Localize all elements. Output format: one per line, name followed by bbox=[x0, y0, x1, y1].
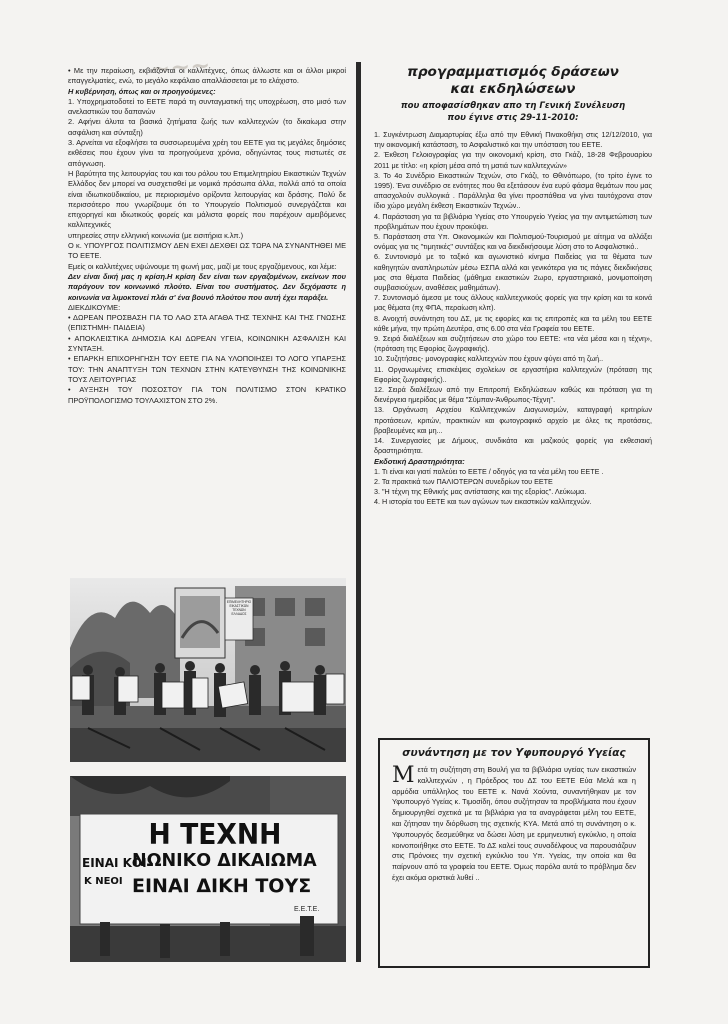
meeting-box-title: συνάντηση με τον Υφυπουργό Υγείας bbox=[402, 747, 626, 759]
publishing-item: 3. "Η τέχνη της Εθνικής μας αντίστασης και της εξορίας". Λεύκωμα. bbox=[374, 487, 587, 497]
program-item: 5. Παράσταση στα Υπ. Οικονομικών και Πολιτισμού-Τουρισμού με αίτημα να αλλάξει ονόμας για τις "τιμητικές" συντάξεις και να διεκδικήσουμε λύση στο το Ασφαλιστικό.. bbox=[374, 232, 652, 252]
program-title-line-1: προγραμματισμός δράσεων bbox=[407, 64, 619, 80]
protest-photo-banner bbox=[70, 776, 346, 962]
protest-photo-building-graphic bbox=[70, 578, 346, 762]
banner-line-1: Η ΤΕΧΝΗ bbox=[148, 818, 282, 851]
publishing-item: 2. Τα πρακτικά των ΠΑΛΙΟΤΕΡΩΝ συνεδρίων του ΕΕΤΕ bbox=[374, 476, 553, 486]
banner-line-3: ΕΙΝΑΙ ΔΙΚΗ ΤΟΥΣ bbox=[132, 875, 312, 897]
column-divider bbox=[356, 62, 361, 962]
right-column bbox=[374, 64, 652, 508]
banner-sign: Ε.Ε.Τ.Ε. bbox=[294, 906, 320, 913]
demands-heading: ΔΙΕΚΔΙΚΟΥΜΕ: bbox=[68, 302, 121, 312]
program-item: 7. Συντονισμό άμεσα με τους άλλους καλλιτεχνικούς φορείς για την κρίση και τα κοινά μας θέματα (πχ ΦΠΑ, περαίωση κλπ). bbox=[374, 293, 652, 313]
meeting-box-body bbox=[380, 765, 648, 884]
program-title-line-2: και εκδηλώσεων bbox=[450, 81, 576, 97]
services-line: υπηρεσίες στην ελληνική κοινωνία (με εισιτήρια κ.λπ.) bbox=[68, 230, 244, 240]
minister-line: Ο κ. ΥΠΟΥΡΓΟΣ ΠΟΛΙΤΙΣΜΟΥ ΔΕΝ ΕΧΕΙ ΔΕΧΘΕΙ ΩΣ ΤΩΡΑ ΝΑ ΣΥΝΑΝΤΗΘΕΙ ΜΕ ΤΟ ΕΕΤΕ. bbox=[68, 241, 346, 261]
meeting-box bbox=[378, 738, 650, 968]
program-item: 12. Σειρά διαλέξεων από την Επιτροπή Εκδηλώσεων καθώς και πρόταση για τη διενέργεια ημερίδας με θέμα "Σύμπαν-Άνθρωπος-Τέχνη". bbox=[374, 385, 652, 405]
government-point-3: 3. Αρνείται να εξοφλήσει τα συσσωρευμένα χρέη του ΕΕΤΕ για τις μεγάλες δημόσιες εκθέσεις που έχουν γίνει τα προηγούμενα χρόνια, οδηγώντας τους πιστωτές σε απόγνωση. bbox=[68, 138, 346, 168]
chamber-role-paragraph: Η βαρύτητα της λειτουργίας του και του ρόλου του Επιμελητηρίου Εικαστικών Τεχνών Ελλάδος δεν μπορεί να συσχετισθεί με νομικά πρόσωπα άλλα, πολλά από τα οποία είναι ιδιωτικοϋδικαίου, με περιορισμένο ορίζοντα λειτουργίας και δράσης. Πολύ δε περισσότερο που γνωρίζουμε ότι το Υπουργείο Πολιτισμού συνεργάζεται και επιχορηγεί και ιδιωτικούς φορείς και μάλιστα φορείς που παρέχουν αμειβόμενες καλλιτεχνικές bbox=[68, 168, 346, 230]
show-through-decoration: ~~~ bbox=[149, 49, 212, 84]
banner-line-2: ΝΩΝΙΚΟ ΔΙΚΑΙΩΜΑ bbox=[132, 851, 317, 871]
intro-paragraph: • Με την περαίωση, εκβιάζονται οι καλλιτέχνες, όπως άλλωστε και οι άλλοι μικροί επαγγελματίες, ενώ, το μεγάλο κεφάλαιο απαλλάσσεται με το ελάχιστο. bbox=[68, 66, 346, 86]
program-item: 2. Έκθεση Γελοιογραφίας για την οικονομική κρίση, στο Γκάζι, 18-28 Φεβρουαρίου 2011 με τίτλο: «η κρίση μέσα από τη ματιά των καλλιτεχνών» bbox=[374, 150, 652, 170]
program-item: 11. Οργανωμένες επισκέψεις σχολείων σε εργαστήρια καλλιτεχνών (πρόταση της Εφορίας ζωγραφικής).. bbox=[374, 364, 652, 384]
government-heading: Η κυβέρνηση, όπως και οι προηγούμενες: bbox=[68, 86, 216, 96]
demand-item: • ΑΥΞΗΣΗ ΤΟΥ ΠΟΣΟΣΤΟΥ ΓΙΑ ΤΟΝ ΠΟΛΙΤΙΣΜΟ ΣΤΟΝ ΚΡΑΤΙΚΟ ΠΡΟΫΠΟΛΟΓΙΣΜΟ ΤΟΥΛΑΧΙΣΤΟΝ ΣΤΟ 2%. bbox=[68, 385, 346, 405]
building-sign: ΕΠΙΜΕΛΗΤΗΡΙΟ ΕΙΚΑΣΤΙΚΩΝ ΤΕΧΝΩΝ ΕΛΛΑΔΟΣ bbox=[226, 600, 252, 616]
publishing-item: 1. Τι είναι και γιατί παλεύει το ΕΕΤΕ / οδηγός για τα νέα μέλη του ΕΕΤΕ . bbox=[374, 466, 604, 476]
publishing-item: 4. Η ιστορία του ΕΕΤΕ και των αγώνων των εικαστικών καλλιτεχνών. bbox=[374, 497, 592, 507]
crisis-statement: Δεν είναι δική μας η κρίση.Η κρίση δεν είναι των εργαζομένων, εκείνων που παράγουν τον κοινωνικό πλούτο. Είναι του συστήματος. Δεν δεχόμαστε η κοινωνία να λιμοκτονεί πλάι σ' ένα βουνό πλούτου που αυτή έχει παράξει. bbox=[68, 271, 346, 302]
voice-line: Εμείς οι καλλιτέχνες υψώνουμε τη φωνή μας, μαζί με τους εργαζόμενους, και λέμε: bbox=[68, 261, 337, 271]
program-items bbox=[374, 130, 652, 508]
program-item: 14. Συνεργασίες με Δήμους, συνδικάτα και μαζικούς φορείς για εκθεσιακή δραστηριότητα. bbox=[374, 436, 652, 456]
program-item: 13. Οργάνωση Αρχείου Καλλιτεχνικών Διαγωνισμών, καταγραφή κριτηρίων προτάσεων, κριτών, πρακτικών και φωτογραφικό αρχείο με όλες τις προτάσεις, βραβευμένες και μη... bbox=[374, 405, 652, 435]
banner-line-2-left: ΕΙΝΑΙ ΚΟΙ bbox=[82, 856, 147, 870]
government-point-1: 1. Υποχρηματοδοτεί το ΕΕΤΕ παρά τη συνταγματική της υποχρέωση, στο μισό των ανελαστικών του δαπανών bbox=[68, 96, 346, 117]
meeting-text: ετά τη συζήτηση στη Βουλή για τα βιβλιάρια υγείας των εικαστικών καλλιτεχνών , η Πρόεδρος του ΔΣ του ΕΕΤΕ Εύα Μελά και η αρμόδια υπάλληλος του ΕΕΤΕ κ. Νανά Χούντα, συναντήθηκαν με τον Υφυπουργό Υγείας κ. Τιμοσίδη, όπου συζήτησαν τα προβλήματα που έχουν δημιουργηθεί σχετικά με τα βιβλιάρια για τα αναγράφεται μέλη του ΕΕΤΕ, και ζήτησαν την διόρθωση της σχετικής ΚΥΑ. Μετά από τη συνάντηση ο κ. Υφυπουργός δεσμεύθηκε να δώσει λύση με ερμηνευτική εγκύκλιο, η οποία κοινοποιήθηκε στο ΕΕΤΕ. Το ΔΣ καλεί τους συναδέλφους να παρουσιάζουν στις Πρόνοιες την σχετική εγκύκλιο του Υπ. Υγείας, την οποία και θα παίρνουν από τα γραφεία του ΕΕΤΕ. Όμως παρόλα αυτά το πρόβλημα δεν έχει ακόμα οριστικά λυθεί .. bbox=[392, 765, 636, 882]
program-item: 10. Συζητήσεις- μονογραφίες καλλιτεχνών που έχουν φύγει από τη ζωή.. bbox=[374, 354, 604, 364]
left-column bbox=[68, 66, 346, 406]
program-item: 3. Το 4ο Συνέδριο Εικαστικών Τεχνών, στο Γκάζι, το Θθινόπωρο, (το τρίτο έγινε το 1995). Ένα συνέδριο σε ενότητες που θα εξετάσουν ένα ευρύ φάσμα θεμάτων που μας απασχολούν συλλογικά . Παράλληλα θα γίνει προσπάθεια να γίνει ταυτόχρονα στον ίδιο χώρο μεγάλη έκθεση Εικαστικών Τεχνών.. bbox=[374, 170, 652, 211]
program-item: 1. Συγκέντρωση Διαμαρτυρίας έξω από την Εθνική Πινακοθήκη στις 12/12/2010, για την οικονομική κατάσταση, το Ασφαλιστικό και την υπόσταση του ΕΕΤΕ. bbox=[374, 130, 652, 150]
program-subtitle-line-1: που αποφασίσθηκαν απο τη Γενική Συνέλευση bbox=[400, 101, 626, 111]
meeting-dropcap: Μ bbox=[392, 763, 415, 788]
demand-item: • ΔΩΡΕΑΝ ΠΡΟΣΒΑΣΗ ΓΙΑ ΤΟ ΛΑΟ ΣΤΑ ΑΓΑΘΑ ΤΗΣ ΤΕΧΝΗΣ ΚΑΙ ΤΗΣ ΓΝΩΣΗΣ (ΕΠΙΣΤΗΜΗ- ΠΑΙΔΕΙΑ) bbox=[68, 313, 346, 333]
publishing-heading: Εκδοτική Δραστηριότητα: bbox=[374, 456, 465, 466]
program-subtitle-line-2: που έγινε στις 29-11-2010: bbox=[447, 113, 579, 123]
demand-item: • ΑΠΟΚΛΕΙΣΤΙΚΑ ΔΗΜΟΣΙΑ ΚΑΙ ΔΩΡΕΑΝ ΥΓΕΙΑ, ΚΟΙΝΩΝΙΚΗ ΑΣΦΑΛΙΣΗ ΚΑΙ ΣΥΝΤΑΞΗ. bbox=[68, 333, 346, 354]
government-point-2: 2. Αφήνει άλυτα τα βασικά ζητήματα ζωής των καλλιτεχνών (το δικαίωμα στην ασφάλιση και σύνταξη) bbox=[68, 117, 346, 137]
protest-photo-building bbox=[70, 578, 346, 762]
banner-line-3-left: Κ ΝΕΟΙ bbox=[84, 876, 123, 887]
demand-item: • ΕΠΑΡΚΗ ΕΠΙΧΟΡΗΓΗΣΗ ΤΟΥ ΕΕΤΕ ΓΙΑ ΝΑ ΥΛΟΠΟΙΗΣΕΙ ΤΟ ΛΟΓΟ ΥΠΑΡΞΗΣ ΤΟΥ: ΤΗΝ ΑΝΑΠΤΥΞΗ ΤΩΝ ΤΕΧΝΩΝ ΣΤΗΝ ΚΑΤΕΥΘΥΝΣΗ ΤΗΣ ΚΟΙΝΩΝΙΚΗΣ ΤΟΥΣ ΛΕΙΤΟΥΡΓΙΑΣ bbox=[68, 354, 346, 384]
program-item: 9. Σειρά διαλέξεων και συζητήσεων στο χώρο του ΕΕΤΕ: «τα νέα μέσα και η τέχνη», (πρόταση της Εφορίας ζωγραφικής). bbox=[374, 334, 652, 354]
program-item: 6. Συντονισμό με το ταξικό και αγωνιστικό κίνημα Παιδείας για τα θέματα των καθηγητών αναπληρωτών μέσω ΕΣΠΑ αλλά και γενικότερα για τις πάγιες διεκδικήσεις μας στα θέματα Παιδείας (μάθημα εικαστικών 2ωρο, εργαστηριακό, μονιμοποίηση συμβασιούχων, αναθέσεις μαθημάτων). bbox=[374, 252, 652, 293]
program-subtitle bbox=[374, 100, 652, 124]
program-item: 4. Παράσταση για τα βιβλιάρια Υγείας στο Υπουργείο Υγείας για την αντιμετώπιση των προβλημάτων που έχουν προκύψει. bbox=[374, 211, 652, 231]
program-item: 8. Ανοιχτή συνάντηση του ΔΣ, με τις εφορίες και τις επιτροπές και τα μέλη του ΕΕΤΕ κάθε μήνα, την πρώτη Δευτέρα, στις 6.00 στα νέα Γραφεία του ΕΕΤΕ. bbox=[374, 313, 652, 333]
